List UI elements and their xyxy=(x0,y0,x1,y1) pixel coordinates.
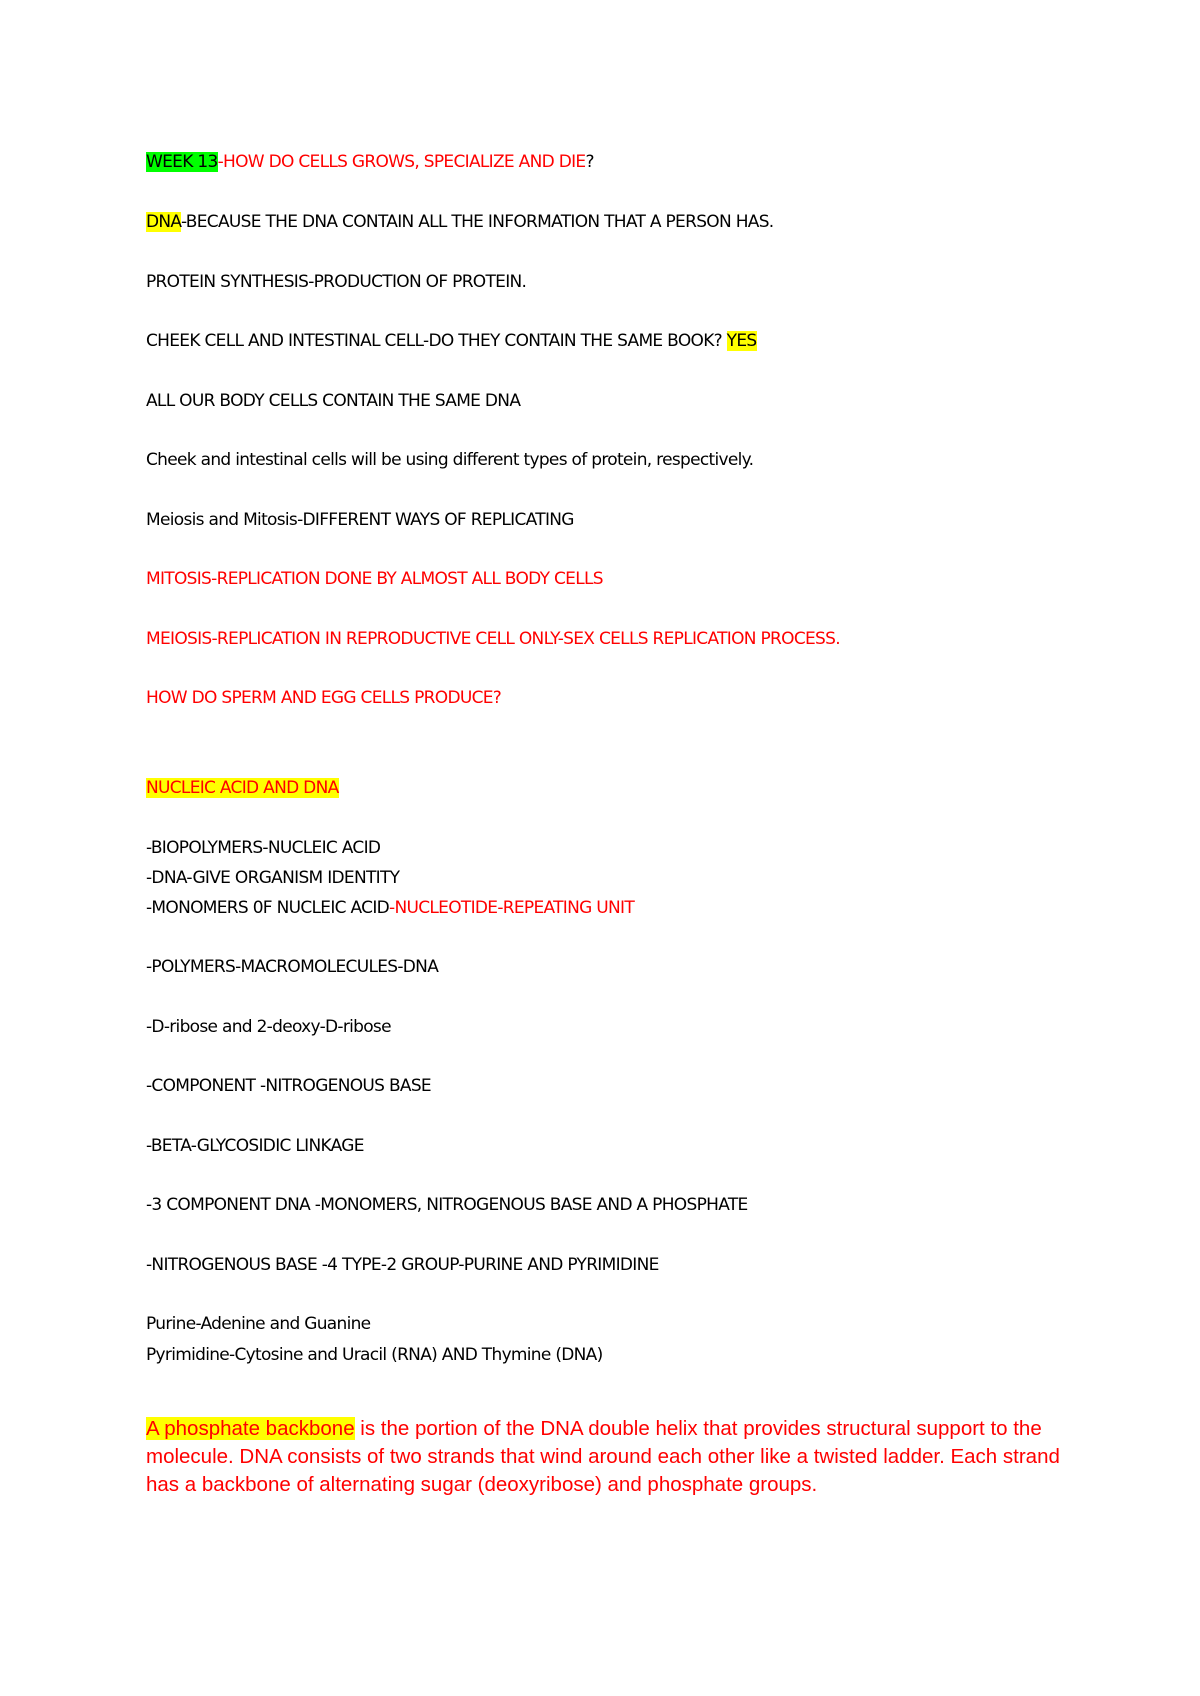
pyrimidine-line: Pyrimidine-Cytosine and Uracil (RNA) AND Thymine (DNA) xyxy=(146,1345,603,1365)
nucleic-heading xyxy=(146,776,339,800)
ribose-line: -D-ribose and 2-deoxy-D-ribose xyxy=(146,1017,391,1037)
phosphate-backbone-text: is the portion of the DNA double helix that provides structural support to the molecule. DNA consists of two strands that wind around each other like a twisted ladder. Each strand has a backbone of alternating sugar (deoxyribose) and phosphate groups. xyxy=(146,1417,1060,1496)
nitrogenous-base-line: -NITROGENOUS BASE -4 TYPE-2 GROUP-PURINE AND PYRIMIDINE xyxy=(146,1255,659,1275)
monomers-text: -MONOMERS 0F NUCLEIC ACID xyxy=(146,898,390,918)
cheek-question-answer: YES xyxy=(726,331,757,351)
week-question-mark: ? xyxy=(585,152,594,172)
phosphate-backbone-term: A phosphate backbone xyxy=(146,1417,355,1440)
dna-line xyxy=(146,210,774,234)
cheek-intestinal-line: Cheek and intestinal cells will be using different types of protein, respectively. xyxy=(146,450,754,470)
nucleic-heading-text: NUCLEIC ACID AND DNA xyxy=(146,778,339,798)
three-component-line: -3 COMPONENT DNA -MONOMERS, NITROGENOUS BASE AND A PHOSPHATE xyxy=(146,1195,748,1215)
week-title xyxy=(146,150,594,174)
nucleotide-text: -NUCLEOTIDE-REPEATING UNIT xyxy=(389,898,635,918)
meiosis-line: MEIOSIS-REPLICATION IN REPRODUCTIVE CELL ONLY-SEX CELLS REPLICATION PROCESS. xyxy=(146,629,840,649)
monomers-line xyxy=(146,896,634,920)
week-label: WEEK 13 xyxy=(146,152,218,172)
same-dna-line: ALL OUR BODY CELLS CONTAIN THE SAME DNA xyxy=(146,391,521,411)
component-line: -COMPONENT -NITROGENOUS BASE xyxy=(146,1076,431,1096)
purine-line: Purine-Adenine and Guanine xyxy=(146,1314,371,1334)
dna-description: -BECAUSE THE DNA CONTAIN ALL THE INFORMATION THAT A PERSON HAS. xyxy=(180,212,774,232)
protein-synthesis-line: PROTEIN SYNTHESIS-PRODUCTION OF PROTEIN. xyxy=(146,272,527,292)
dna-identity-line: -DNA-GIVE ORGANISM IDENTITY xyxy=(146,868,400,888)
dna-label: DNA xyxy=(146,212,181,232)
mitosis-line: MITOSIS-REPLICATION DONE BY ALMOST ALL BODY CELLS xyxy=(146,569,603,589)
polymers-line: -POLYMERS-MACROMOLECULES-DNA xyxy=(146,957,439,977)
beta-glycosidic-line: -BETA-GLYCOSIDIC LINKAGE xyxy=(146,1136,364,1156)
cheek-question-line xyxy=(146,329,757,353)
week-question: -HOW DO CELLS GROWS, SPECIALIZE AND DIE xyxy=(217,152,586,172)
meiosis-mitosis-line: Meiosis and Mitosis-DIFFERENT WAYS OF REPLICATING xyxy=(146,510,574,530)
sperm-egg-line: HOW DO SPERM AND EGG CELLS PRODUCE? xyxy=(146,688,502,708)
phosphate-backbone-paragraph xyxy=(146,1415,1076,1499)
cheek-question-text: CHEEK CELL AND INTESTINAL CELL-DO THEY CONTAIN THE SAME BOOK? xyxy=(146,331,727,351)
biopolymers-line: -BIOPOLYMERS-NUCLEIC ACID xyxy=(146,838,381,858)
